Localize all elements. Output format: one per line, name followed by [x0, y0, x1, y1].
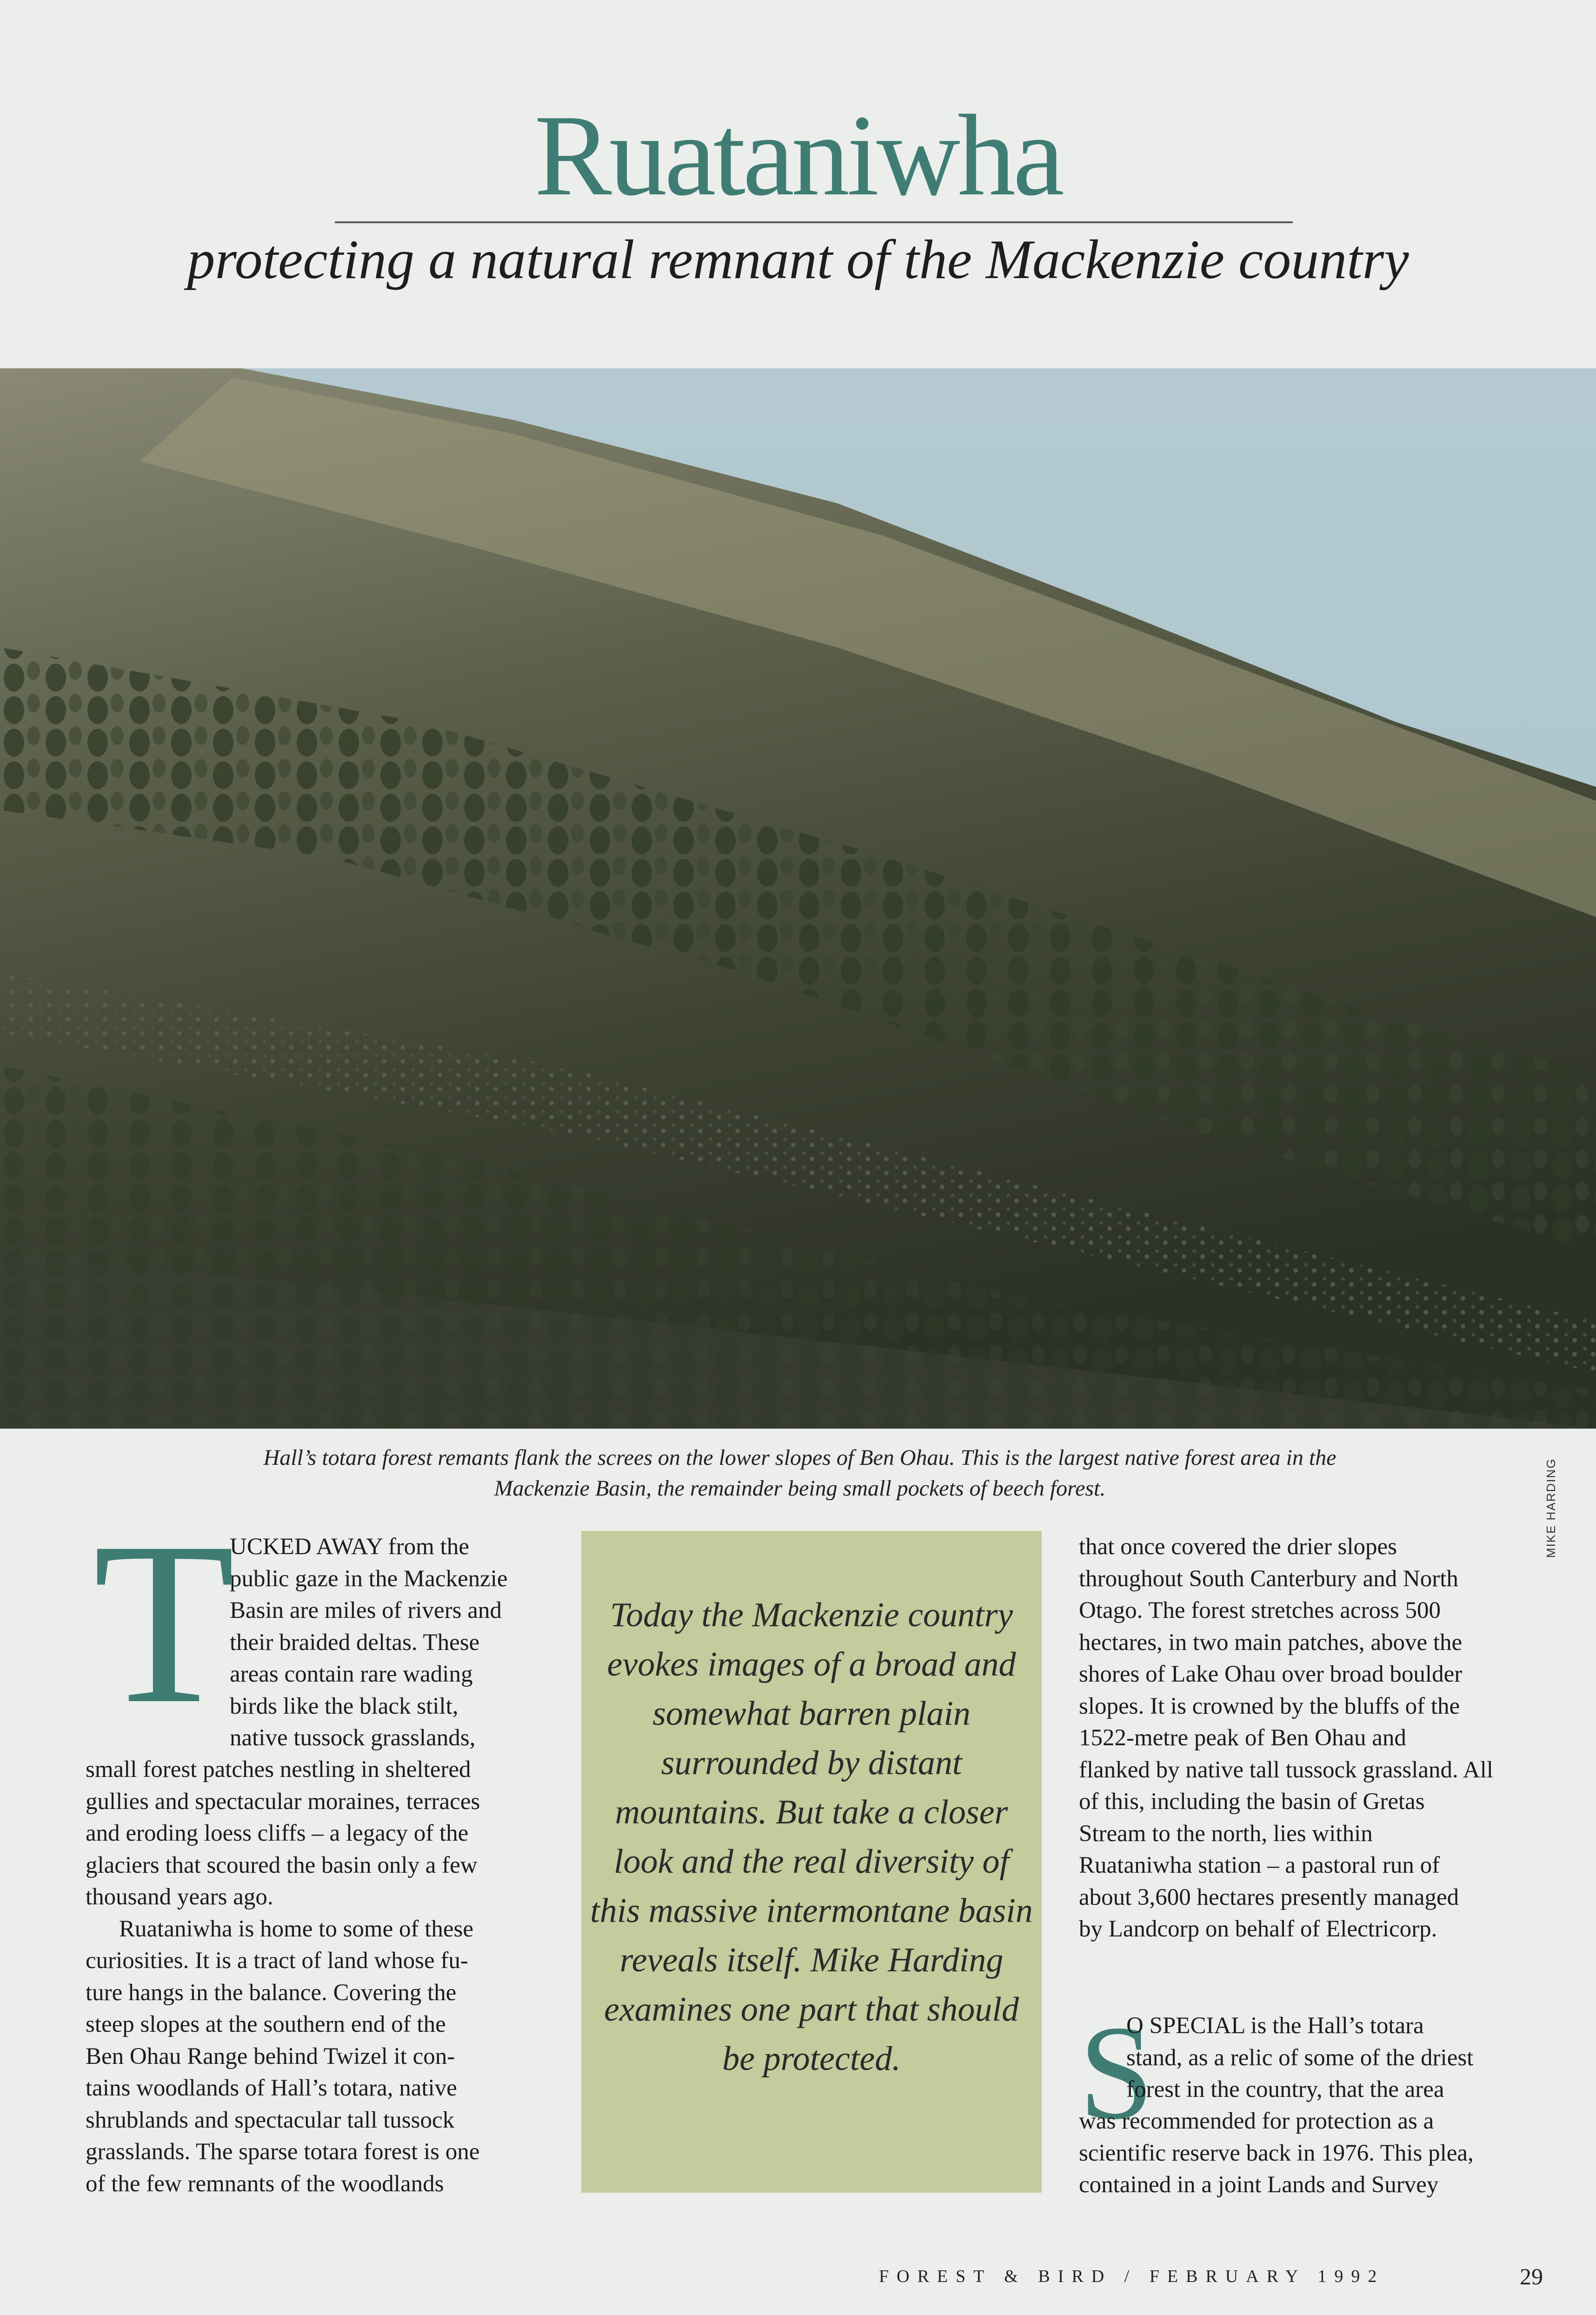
quote-line: this massive intermontane basin: [590, 1892, 1033, 1930]
quote-line: look and the real diversity of: [613, 1843, 1010, 1881]
text-line: their braided deltas. These: [230, 1629, 480, 1656]
text-line: about 3,600 hectares presently managed: [1079, 1884, 1459, 1910]
text-line: Ruataniwha is home to some of these: [119, 1916, 474, 1942]
text-line: scientific reserve back in 1976. This plea,: [1079, 2140, 1474, 2166]
text-line: hectares, in two main patches, above the: [1079, 1629, 1463, 1656]
text-line: small forest patches nestling in sheltered: [86, 1756, 471, 1783]
text-line: Otago. The forest stretches across 500: [1079, 1597, 1441, 1623]
quote-line: be protected.: [722, 2040, 901, 2078]
text-line: steep slopes at the southern end of the: [86, 2011, 446, 2037]
text-line: that once covered the drier slopes: [1079, 1534, 1397, 1560]
text-line: forest in the country, that the area: [1126, 2076, 1444, 2102]
text-line: glaciers that scoured the basin only a few: [86, 1852, 478, 1878]
text-line: of the few remnants of the woodlands: [86, 2170, 444, 2197]
photo-credit-text: MIKE HARDING: [1544, 1458, 1558, 1558]
text-line: shrublands and spectacular tall tussock: [86, 2107, 455, 2133]
quote-line: evokes images of a broad and: [607, 1645, 1016, 1683]
text-line: by Landcorp on behalf of Electricorp.: [1079, 1916, 1437, 1942]
text-line: birds like the black stilt,: [230, 1693, 459, 1719]
publication-footer: FOREST & BIRD / FEBRUARY 1992: [879, 2267, 1385, 2286]
drop-cap-t: T: [93, 1494, 235, 1752]
caption-line: Hall’s totara forest remants flank the screes on the lower slopes of Ben Ohau. This is the largest native forest area in the: [263, 1445, 1337, 1470]
text-line: Stream to the north, lies within: [1079, 1820, 1373, 1847]
text-line: flanked by native tall tussock grassland. All: [1079, 1756, 1493, 1783]
column-1-lead: [230, 1531, 508, 1754]
text-line: O SPECIAL is the Hall’s totara: [1126, 2013, 1424, 2039]
text-line: throughout South Canterbury and North: [1079, 1565, 1458, 1592]
column-1-body: [86, 1754, 480, 2200]
text-line: Basin are miles of rivers and: [230, 1597, 502, 1623]
column-3-body: [1079, 1531, 1544, 1945]
pull-quote: [581, 1590, 1042, 2083]
quote-line: reveals itself. Mike Harding: [619, 1941, 1004, 1979]
quote-line: somewhat barren plain: [652, 1695, 971, 1733]
column-3-lead: [1126, 2010, 1473, 2106]
drop-cap-s: S: [1079, 1998, 1154, 2147]
text-line: areas contain rare wading: [230, 1661, 473, 1687]
title-rule: [335, 221, 1293, 223]
column-3-continued: [1079, 2105, 1474, 2201]
text-line: ture hangs in the balance. Covering the: [86, 1979, 457, 2006]
article-subtitle: protecting a natural remnant of the Mackenzie country: [187, 228, 1409, 290]
text-line: tains woodlands of Hall’s totara, native: [86, 2075, 457, 2101]
text-line: grasslands. The sparse totara forest is one: [86, 2139, 480, 2165]
text-line: of this, including the basin of Gretas: [1079, 1789, 1425, 1815]
text-line: contained in a joint Lands and Survey: [1079, 2172, 1439, 2198]
text-line: native tussock grasslands,: [230, 1725, 476, 1751]
text-line: thousand years ago.: [86, 1884, 273, 1910]
text-line: was recommended for protection as a: [1079, 2108, 1434, 2134]
text-line: gullies and spectacular moraines, terraces: [86, 1788, 480, 1815]
mountain-slope-photo: [0, 368, 1596, 1429]
photo-caption: [195, 1443, 1404, 1504]
text-line: 1522-metre peak of Ben Ohau and: [1079, 1725, 1406, 1751]
page-number: 29: [1520, 2263, 1543, 2289]
text-line: Ruataniwha station – a pastoral run of: [1079, 1852, 1440, 1878]
photo-credit: [1544, 1437, 1572, 1558]
quote-line: Today the Mackenzie country: [610, 1596, 1013, 1634]
article-title: Ruataniwha: [534, 91, 1062, 220]
text-line: curiosities. It is a tract of land whose fu-: [86, 1948, 468, 1974]
quote-line: examines one part that should: [604, 1990, 1019, 2029]
text-line: stand, as a relic of some of the driest: [1126, 2044, 1474, 2071]
text-line: slopes. It is crowned by the bluffs of the: [1079, 1693, 1460, 1719]
text-line: UCKED AWAY from the: [230, 1534, 469, 1560]
text-line: and eroding loess cliffs – a legacy of the: [86, 1820, 469, 1846]
caption-line: Mackenzie Basin, the remainder being small pockets of beech forest.: [494, 1476, 1106, 1501]
quote-line: mountains. But take a closer: [615, 1793, 1008, 1831]
text-line: shores of Lake Ohau over broad boulder: [1079, 1661, 1463, 1687]
text-line: Ben Ohau Range behind Twizel it con-: [86, 2043, 455, 2069]
quote-line: surrounded by distant: [661, 1744, 962, 1782]
text-line: public gaze in the Mackenzie: [230, 1565, 508, 1592]
